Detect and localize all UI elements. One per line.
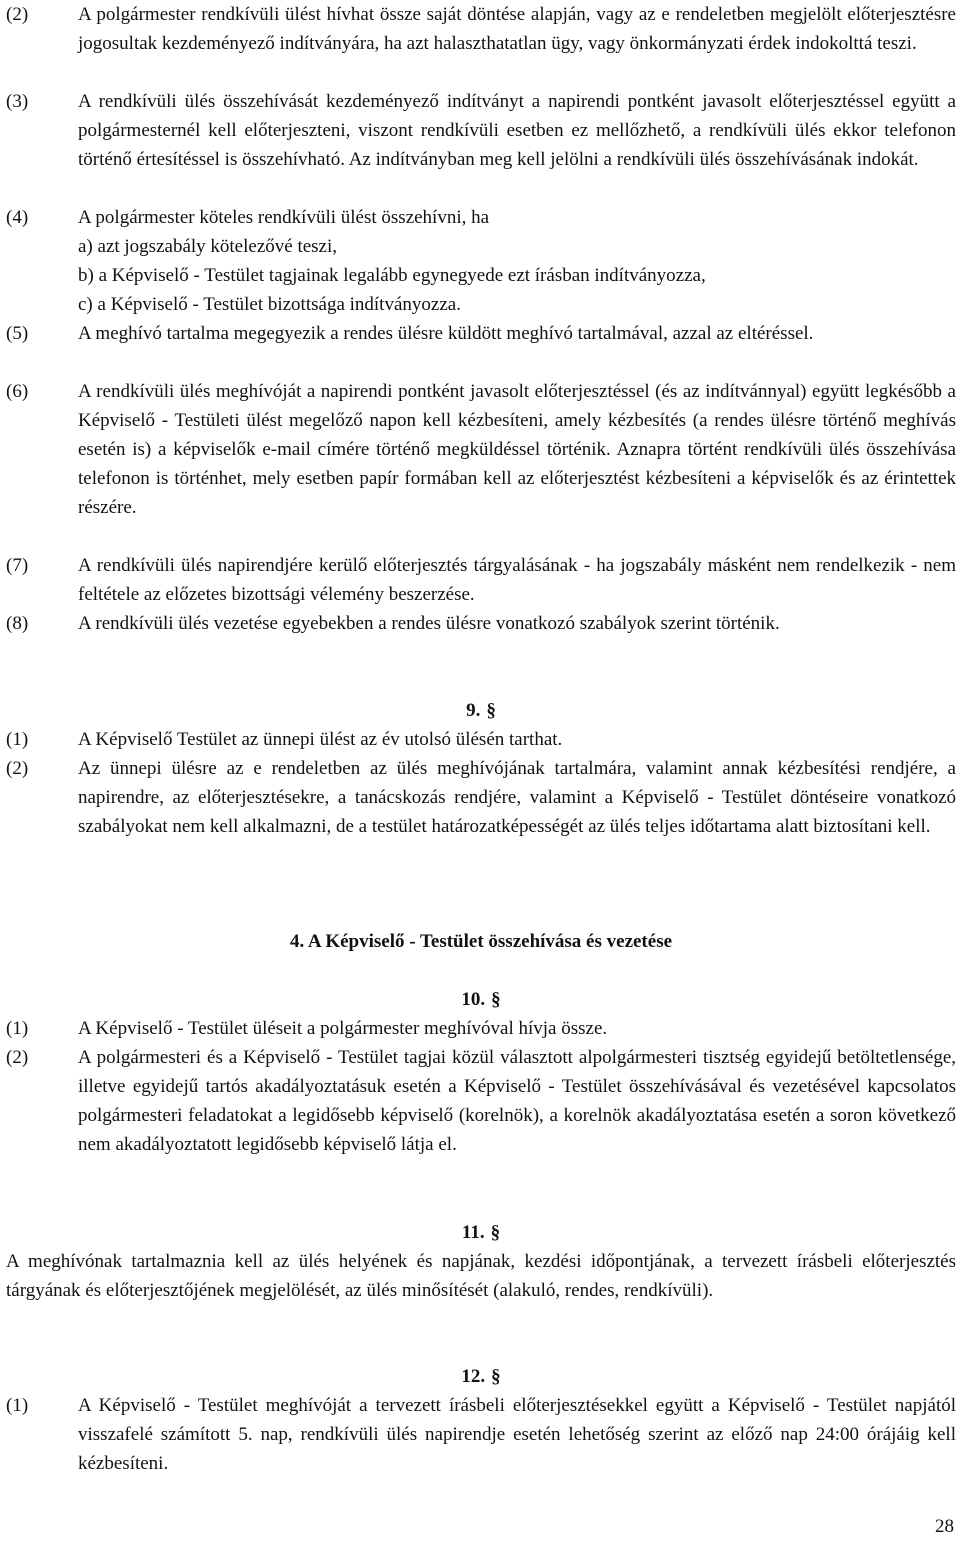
section-number: 10. <box>461 989 486 1010</box>
paragraph-text: A rendkívüli ülés összehívását kezdeményező indítványt a napirendi pontként javasolt előterjesztéssel együtt a polgármesternél kell előterjeszteni, viszont rendkívüli esetben ez mellőzhető, a rendkívüli ülés ekkor telefonon történő értesítéssel is összehívható. Az indítványban meg kell jelölni a rendkívüli ülés összehívásának indokát. <box>78 91 956 170</box>
paragraph-text: A rendkívüli ülés meghívóját a napirendi pontként javasolt előterjesztéssel (és az indítvánnyal) együtt legkésőbb a Képviselő - Testületi ülést megelőző napon kell kézbesíteni, amely kézbesítés (a rendes ülésre történő meghívás esetén is) a képviselők e-mail címére történő megküldéssel történik. Aznapra történt rendkívüli ülés összehívása telefonon is történhet, mely esetben papír formában kell az előterjesztést kézbesíteni a képviselők és az érintettek részére. <box>78 381 956 518</box>
section-heading-10 <box>6 985 956 1014</box>
sec10-paragraph-2 <box>6 1043 956 1159</box>
paragraph-text: A Képviselő - Testület üléseit a polgármester meghívóval hívja össze. <box>78 1018 608 1039</box>
sec11-text: A meghívónak tartalmaznia kell az ülés helyének és napjának, kezdési időpontjának, a tervezett írásbeli előterjesztés tárgyának és előterjesztőjének megjelölését, az ülés minősítését (alakuló, rendes, rendkívüli). <box>6 1251 956 1301</box>
paragraph-number: (8) <box>6 613 29 634</box>
paragraph-number: (2) <box>6 4 29 25</box>
paragraph-5 <box>6 319 956 348</box>
section-symbol: § <box>491 1366 501 1387</box>
paragraph-number: (3) <box>6 91 29 112</box>
paragraph-text: A polgármester rendkívüli ülést hívhat össze saját döntése alapján, vagy az e rendeletben megjelölt előterjesztésre jogosultak kezdeményező indítványára, ha azt halaszthatatlan ügy, vagy önkormányzati érdek indokolttá teszi. <box>78 4 956 54</box>
section-number: 9. <box>466 700 481 721</box>
paragraph-text: A rendkívüli ülés napirendjére kerülő előterjesztés tárgyalásának - ha jogszabály másként nem rendelkezik - nem feltétele az előzetes bizottsági vélemény beszerzése. <box>78 555 956 605</box>
list-line: c) a Képviselő - Testület bizottsága indítványozza. <box>78 294 461 315</box>
paragraph-number: (1) <box>6 1395 29 1416</box>
chapter-title: 4. A Képviselő - Testület összehívása és vezetése <box>289 931 673 952</box>
paragraph-text: A polgármesteri és a Képviselő - Testület tagjai közül választott alpolgármesteri tisztség egyidejű betöltetlensége, illetve egyidejű tartós akadályoztatásuk esetén a Képviselő - Testület összehívásával és vezetésével kapcsolatos polgármesteri feladatokat a legidősebb képviselő (korelnök), a korelnök akadályoztatása esetén a soron következő nem akadályoztatott legidősebb képviselő látja el. <box>78 1047 956 1155</box>
section-symbol: § <box>486 700 496 721</box>
paragraph-number: (2) <box>6 758 29 779</box>
paragraph-6 <box>6 377 956 522</box>
paragraph-number: (6) <box>6 381 29 402</box>
paragraph-number: (1) <box>6 1018 29 1039</box>
section-number: 12. <box>461 1366 486 1387</box>
list-line: a) azt jogszabály kötelezővé teszi, <box>78 236 338 257</box>
paragraph-number: (1) <box>6 729 29 750</box>
page-number: 28 <box>935 1516 954 1537</box>
section-heading-9 <box>6 696 956 725</box>
section-symbol: § <box>490 1222 501 1243</box>
section-heading-12 <box>6 1362 956 1391</box>
section-heading-11 <box>6 1218 956 1247</box>
list-line: A polgármester köteles rendkívüli ülést összehívni, ha <box>78 207 490 228</box>
sec10-paragraph-1 <box>6 1014 956 1043</box>
paragraph-8 <box>6 609 956 638</box>
paragraph-3 <box>6 87 956 174</box>
list-line: b) a Képviselő - Testület tagjainak legalább egynegyede ezt írásban indítványozza, <box>78 265 706 286</box>
section-number: 11. <box>461 1222 485 1243</box>
paragraph-number: (5) <box>6 323 29 344</box>
paragraph-2 <box>6 0 956 58</box>
paragraph-text: A Képviselő Testület az ünnepi ülést az év utolsó ülésén tarthat. <box>78 729 563 750</box>
sec12-paragraph-1 <box>6 1391 956 1478</box>
paragraph-number: (7) <box>6 555 29 576</box>
paragraph-number: (4) <box>6 207 29 228</box>
sec9-paragraph-1 <box>6 725 956 754</box>
sec9-paragraph-2 <box>6 754 956 841</box>
paragraph-text: Az ünnepi ülésre az e rendeletben az ülés meghívójának tartalmára, valamint annak kézbesítési rendjére, a napirendre, az előterjesztésekre, a tanácskozás rendjére, valamint a Képviselő - Testület döntéseire vonatkozó szabályokat nem kell alkalmazni, de a testület határozatképességét az ülés teljes időtartama alatt biztosítani kell. <box>78 758 956 837</box>
paragraph-7 <box>6 551 956 609</box>
section-symbol: § <box>491 989 501 1010</box>
paragraph-list <box>78 203 956 319</box>
paragraph-number: (2) <box>6 1047 29 1068</box>
paragraph-text: A meghívó tartalma megegyezik a rendes ülésre küldött meghívó tartalmával, azzal az eltéréssel. <box>78 323 814 344</box>
paragraph-text: A rendkívüli ülés vezetése egyebekben a rendes ülésre vonatkozó szabályok szerint történik. <box>78 613 780 634</box>
paragraph-text: A Képviselő - Testület meghívóját a tervezett írásbeli előterjesztésekkel együtt a Képviselő - Testület napjától visszafelé számított 5. nap, rendkívüli ülés napirendje esetén lehetőség szerint az előző nap 24:00 órájáig kell kézbesíteni. <box>78 1395 956 1474</box>
paragraph-4 <box>6 203 956 319</box>
